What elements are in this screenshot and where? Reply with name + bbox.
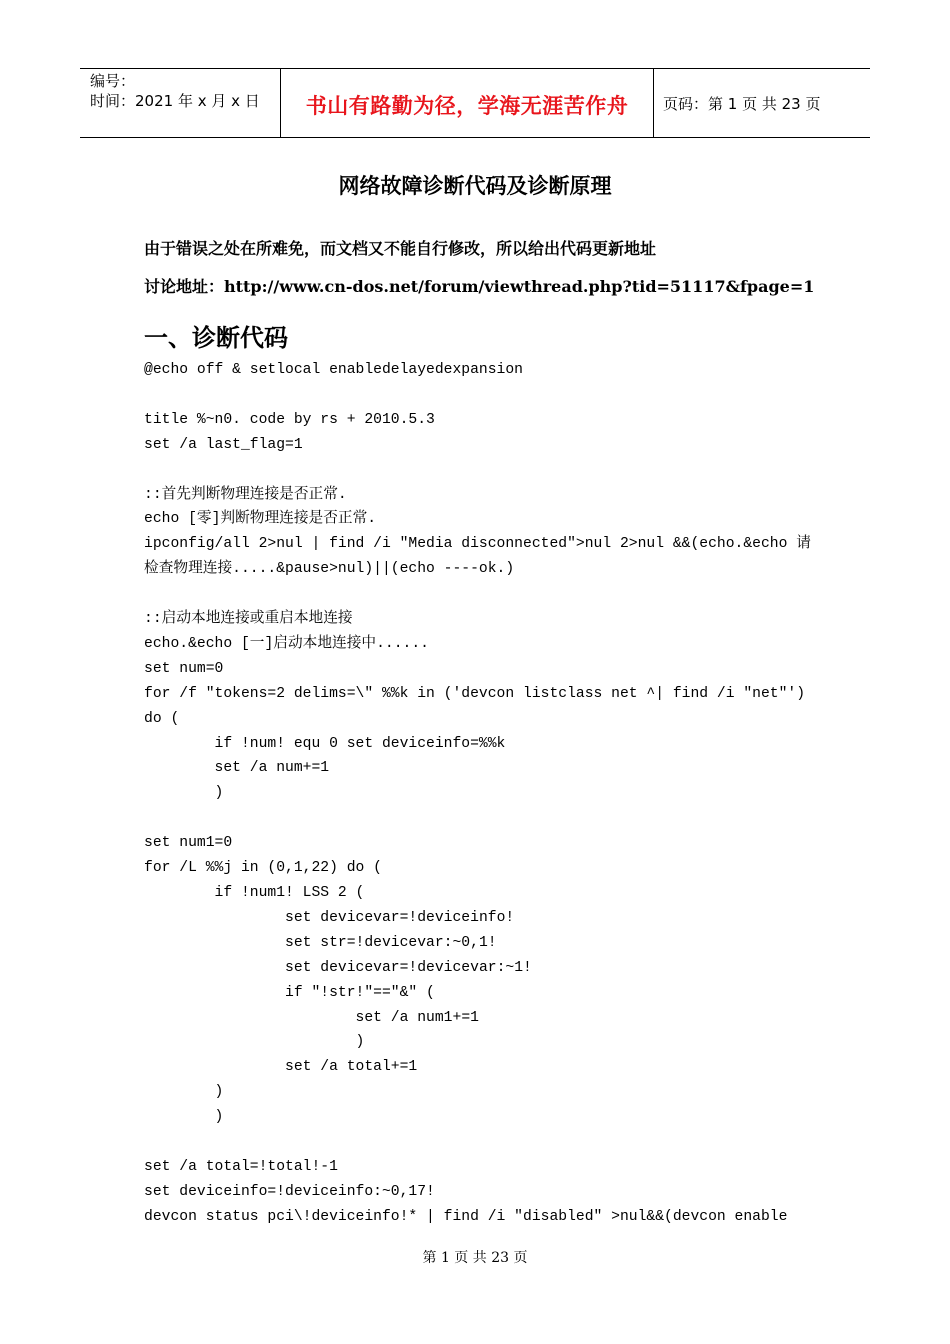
code-line: set deviceinfo=!deviceinfo:~0,17! <box>144 1183 435 1200</box>
code-line: set /a num1+=1 <box>144 1009 479 1026</box>
page-footer: 第 1 页 共 23 页 <box>422 1250 528 1266</box>
code-line: set num=0 <box>144 660 224 677</box>
code-line: echo [零]判断物理连接是否正常. <box>144 511 377 528</box>
code-line: ::启动本地连接或重启本地连接 <box>144 611 353 628</box>
code-line: ) <box>144 1109 224 1126</box>
intro-text: 由于错误之处在所难免，而文档又不能自行修改，所以给出代码更新地址 <box>144 239 657 258</box>
discussion-link[interactable]: http://www.cn-dos.net/forum/viewthread.php?tid=51117&fpage=1 <box>224 277 815 296</box>
code-line: if !num1! LSS 2 ( <box>144 884 365 901</box>
code-line <box>144 458 824 483</box>
page-header <box>80 68 870 138</box>
code-line: set devicevar=!devicevar:~1! <box>144 959 532 976</box>
code-block <box>144 358 824 1230</box>
code-line: devcon status pci\!deviceinfo!* | find /i "disabled" >nul&&(devcon enable <box>144 1208 788 1225</box>
code-line: title %~n0. code by rs + 2010.5.3 <box>144 411 435 428</box>
code-line <box>144 582 824 607</box>
code-line: ::首先判断物理连接是否正常. <box>144 486 347 503</box>
code-line <box>144 806 824 831</box>
section-heading: 一、诊断代码 <box>144 324 288 352</box>
code-line: set /a total=!total!-1 <box>144 1158 338 1175</box>
code-line: set devicevar=!deviceinfo! <box>144 909 515 926</box>
code-line: ipconfig/all 2>nul | find /i "Media disconnected">nul 2>nul &&(echo.&echo 请 <box>144 536 811 553</box>
number-label: 编号： <box>90 72 136 90</box>
code-line: set /a num+=1 <box>144 760 330 777</box>
code-line: ) <box>144 1034 365 1051</box>
code-line: set num1=0 <box>144 835 233 852</box>
discussion-label: 讨论地址： <box>144 277 225 296</box>
code-line: set /a last_flag=1 <box>144 436 303 453</box>
code-line: if !num! equ 0 set deviceinfo=%%k <box>144 735 506 752</box>
date-label: 时间：2021 年 x 月 x 日 <box>90 92 260 110</box>
code-line: for /L %%j in (0,1,22) do ( <box>144 860 382 877</box>
code-line: for /f "tokens=2 delims=\" %%k in ('devcon listclass net ^| find /i "net"') <box>144 685 806 702</box>
motto: 书山有路勤为径，学海无涯苦作舟 <box>305 93 629 118</box>
code-line: if "!str!"=="&" ( <box>144 984 435 1001</box>
page-label: 页码：第 1 页 共 23 页 <box>663 94 821 113</box>
code-line: @echo off & setlocal enabledelayedexpansion <box>144 362 523 378</box>
code-line: set /a total+=1 <box>144 1059 418 1076</box>
code-line: echo.&echo [一]启动本地连接中...... <box>144 635 429 652</box>
header-page-cell <box>654 69 870 137</box>
header-motto-cell <box>281 69 654 137</box>
code-line: 检查物理连接.....&pause>nul)||(echo ----ok.) <box>144 561 515 578</box>
code-line <box>144 383 824 408</box>
code-line: ) <box>144 1084 224 1101</box>
code-line: do ( <box>144 710 180 727</box>
code-line <box>144 1130 824 1155</box>
document-title: 网络故障诊断代码及诊断原理 <box>338 174 612 198</box>
code-line: set str=!devicevar:~0,1! <box>144 934 497 951</box>
code-line: ) <box>144 785 224 802</box>
header-left-cell <box>80 69 281 137</box>
discussion-address <box>144 274 814 297</box>
